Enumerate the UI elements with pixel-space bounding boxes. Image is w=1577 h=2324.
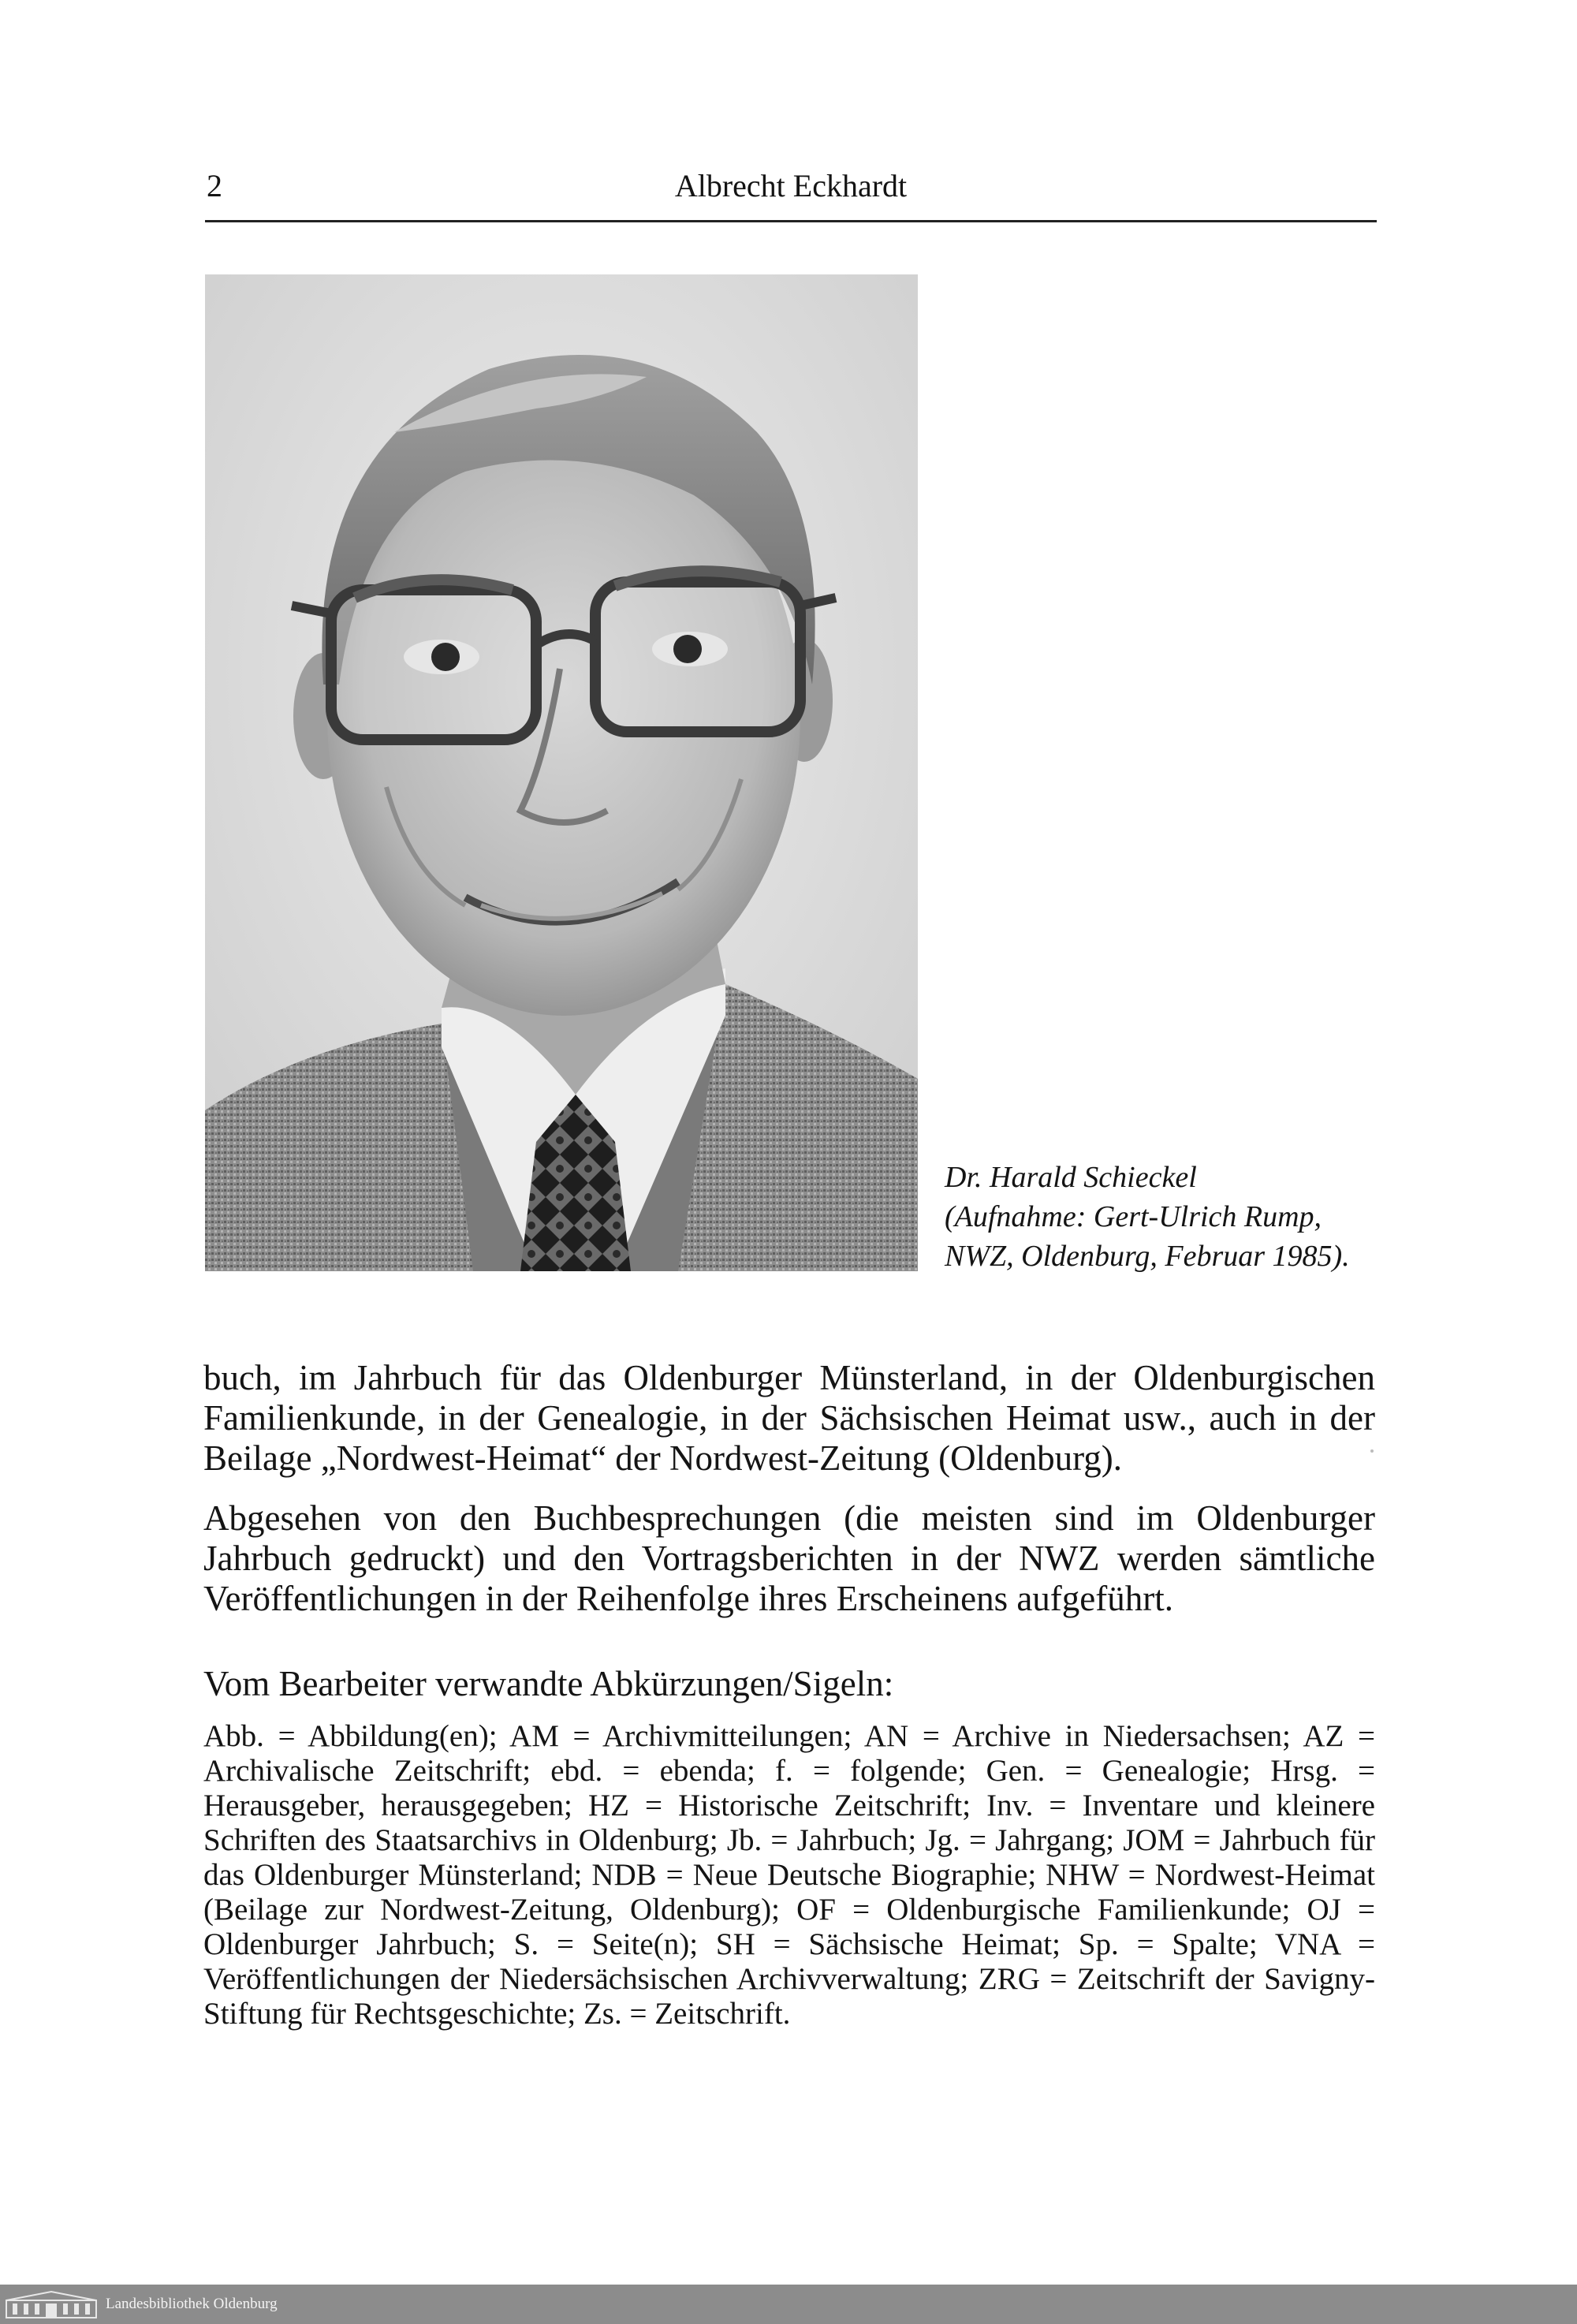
header-rule — [205, 220, 1377, 222]
portrait-illustration — [205, 274, 918, 1271]
body-paragraph: buch, im Jahrbuch für das Oldenburger Münsterland, in der Oldenburgischen Familienkunde, in der Genealogie, in der Sächsischen Heimat usw., auch in der Beilage „Nordwest-Heimat“ der Nordwest-Zeitung (Oldenburg). — [203, 1358, 1375, 1478]
caption-line: NWZ, Oldenburg, Februar 1985). — [945, 1240, 1350, 1273]
library-footer-bar — [0, 2285, 1577, 2324]
library-building-icon — [5, 2289, 98, 2319]
library-name: Landesbibliothek Oldenburg — [106, 2296, 278, 2312]
portrait-photo — [205, 274, 918, 1271]
scan-speck — [1370, 1449, 1374, 1453]
page-number: 2 — [207, 168, 222, 203]
abbreviations-list: Abb. = Abbildung(en); AM = Archivmitteilungen; AN = Archive in Niedersachsen; AZ = Archivalische Zeitschrift; ebd. = ebenda; f. = folgende; Gen. = Genealogie; Hrsg. = Herausgeber, herausgegeben; HZ = Historische Zeitschrift; Inv. = Inventare und kleinere Schriften des Staatsarchivs in Oldenburg; Jb. = Jahrbuch; Jg. = Jahrgang; JOM = Jahrbuch für das Oldenburger Münsterland; NDB = Neue Deutsche Biographie; NHW = Nordwest-Heimat (Beilage zur Nordwest-Zeitung, Oldenburg); OF = Oldenburgische Familienkunde; OJ = Oldenburger Jahrbuch; S. = Seite(n); SH = Sächsische Heimat; Sp. = Spalte; VNA = Veröffentlichungen der Niedersächsischen Archivverwaltung; ZRG = Zeitschrift der Savigny-Stiftung für Rechtsgeschichte; Zs. = Zeitschrift. — [203, 1719, 1375, 2031]
running-head: Albrecht Eckhardt — [674, 168, 908, 203]
photo-caption — [945, 1158, 1386, 1276]
body-paragraph: Abgesehen von den Buchbesprechungen (die meisten sind im Oldenburger Jahrbuch gedruckt) und den Vortragsberichten in der NWZ werden sämtliche Veröffentlichungen in der Reihenfolge ihres Erscheinens aufgeführt. — [203, 1498, 1375, 1618]
abbreviations-heading: Vom Bearbeiter verwandte Abkürzungen/Sigeln: — [203, 1664, 894, 1703]
caption-line: (Aufnahme: Gert-Ulrich Rump, — [945, 1200, 1322, 1233]
caption-line: Dr. Harald Schieckel — [945, 1161, 1197, 1194]
